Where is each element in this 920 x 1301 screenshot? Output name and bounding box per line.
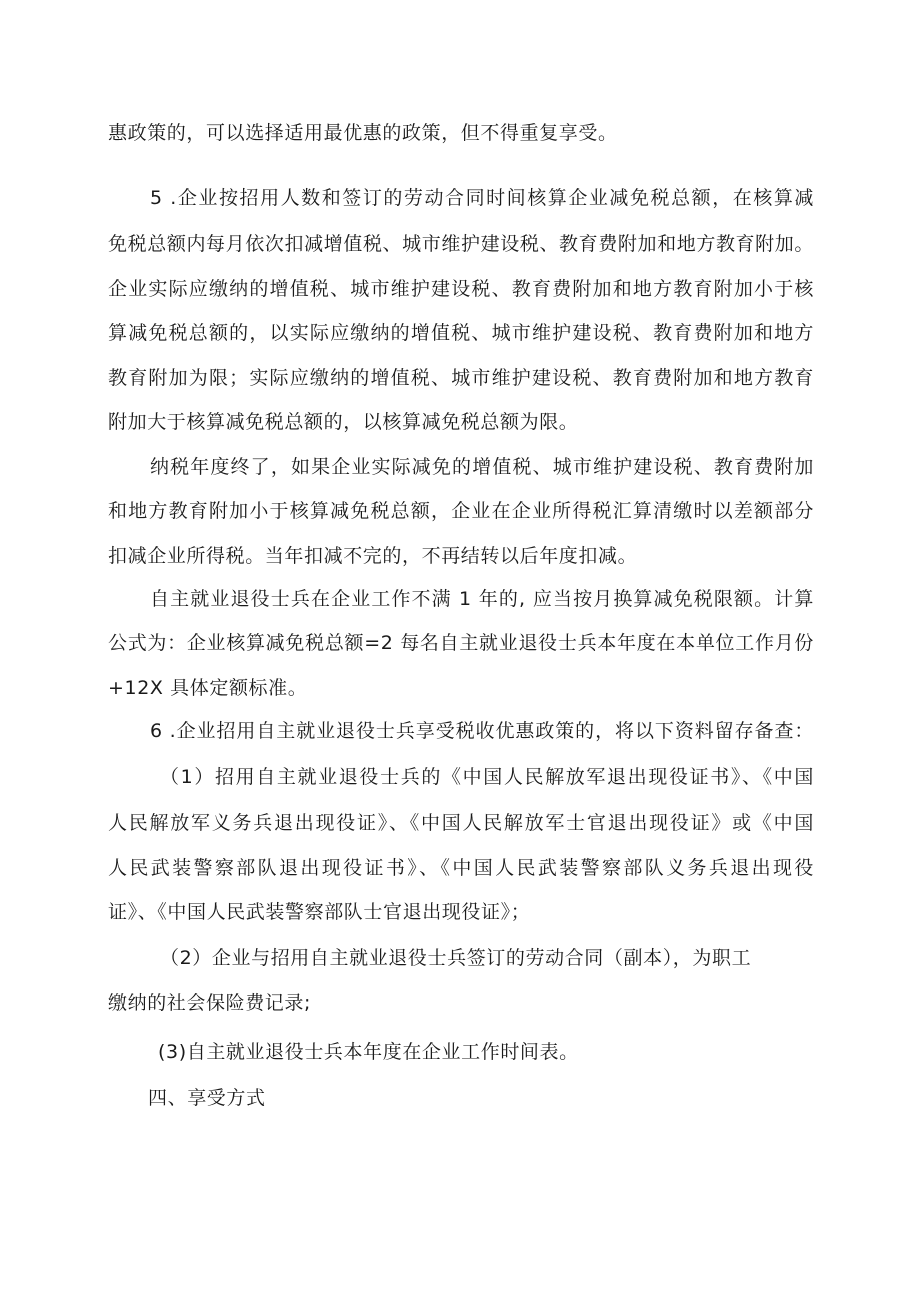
paragraph-line: 纳税年度终了，如果企业实际减免的增值税、城市维护建设税、教育费附加 xyxy=(150,456,814,478)
paragraph-line: 公式为：企业核算减免税总额=2 每名自主就业退役士兵本年度在本单位工作月份 xyxy=(108,632,814,654)
paragraph-line: 人民武装警察部队退出现役证书》、《中国人民武装警察部队义务兵退出现役 xyxy=(108,857,814,879)
paragraph-line: （2）企业与招用自主就业退役士兵签订的劳动合同（副本），为职工 xyxy=(160,947,752,969)
paragraph-line: 自主就业退役士兵在企业工作不满 1 年的, 应当按月换算减免税限额。计算 xyxy=(150,588,814,610)
paragraph-line: 和地方教育附加小于核算减免税总额，企业在企业所得税汇算清缴时以差额部分 xyxy=(108,500,814,522)
paragraph-line: 惠政策的，可以选择适用最优惠的政策，但不得重复享受。 xyxy=(108,122,618,144)
paragraph-line: 教育附加为限；实际应缴纳的增值税、城市维护建设税、教育费附加和地方教育 xyxy=(108,367,814,389)
paragraph-line: 企业实际应缴纳的增值税、城市维护建设税、教育费附加和地方教育附加小于核 xyxy=(108,278,814,300)
section-heading: 四、享受方式 xyxy=(148,1087,266,1109)
paragraph-line: 免税总额内每月依次扣减增值税、城市维护建设税、教育费附加和地方教育附加。 xyxy=(108,233,814,255)
paragraph-line: (3)自主就业退役士兵本年度在企业工作时间表。 xyxy=(158,1041,579,1063)
paragraph-line: 缴纳的社会保险费记录; xyxy=(108,992,312,1014)
paragraph-line: 6 .企业招用自主就业退役士兵享受税收优惠政策的，将以下资料留存备查： xyxy=(150,720,814,742)
paragraph-line: +12X 具体定额标准。 xyxy=(108,677,308,699)
paragraph-line: 人民解放军义务兵退出现役证》、《中国人民解放军士官退出现役证》或《中国 xyxy=(108,812,814,834)
paragraph-line: 5 .企业按招用人数和签订的劳动合同时间核算企业减免税总额，在核算减 xyxy=(150,187,814,209)
paragraph-line: 算减免税总额的，以实际应缴纳的增值税、城市维护建设税、教育费附加和地方 xyxy=(108,322,814,344)
paragraph-line: 证》、《中国人民武装警察部队士官退出现役证》； xyxy=(108,901,531,923)
paragraph-line: 扣减企业所得税。当年扣减不完的，不再结转以后年度扣减。 xyxy=(108,545,638,567)
paragraph-line: （1）招用自主就业退役士兵的《中国人民解放军退出现役证书》、《中国 xyxy=(160,766,814,788)
paragraph-line: 附加大于核算减免税总额的，以核算减免税总额为限。 xyxy=(108,411,579,433)
